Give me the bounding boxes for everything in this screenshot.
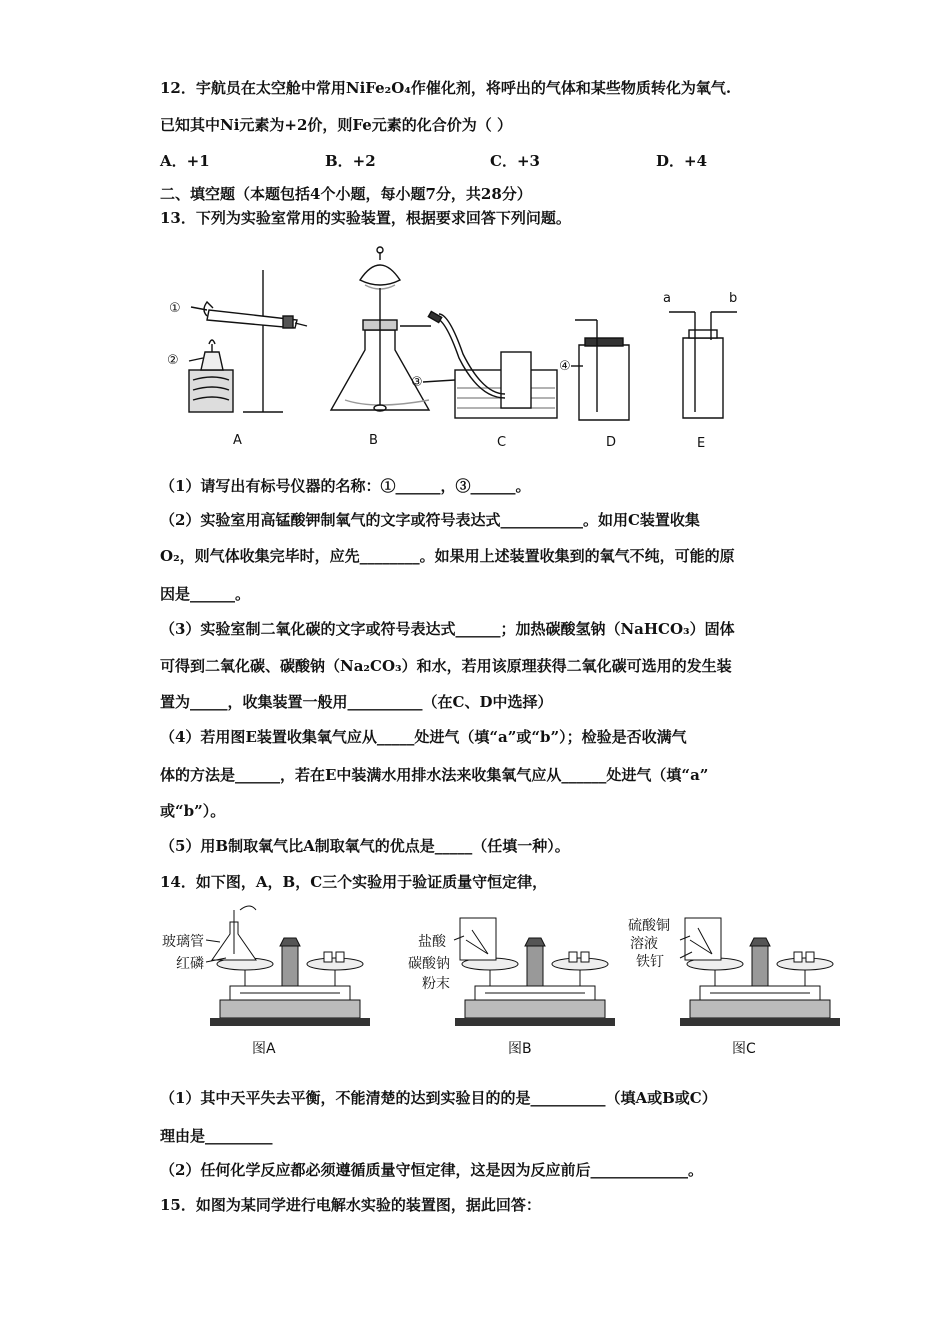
figure-b-drawing	[454, 918, 615, 1026]
q12-option-b: B．+2	[325, 152, 376, 170]
label-e: E	[697, 436, 706, 451]
label-d: D	[606, 435, 617, 450]
q14-part1-line2: 理由是_________	[160, 1127, 273, 1145]
q12-line1: 12．宇航员在太空舱中常用NiFe₂O₄作催化剂，将呼出的气体和某些物质转化为氧气.	[160, 79, 732, 97]
q14-part2: （2）任何化学反应都必须遵循质量守恒定律，这是因为反应前后_____________。	[160, 1161, 703, 1179]
q12-option-d: D．+4	[656, 152, 708, 170]
fig-a-label-glass-tube: 玻璃管	[162, 934, 204, 950]
q12-line2: 已知其中Ni元素为+2价，则Fe元素的化合价为（ ）	[160, 116, 513, 134]
q12-option-c: C．+3	[490, 152, 540, 170]
q13-apparatus-figure	[155, 240, 755, 460]
q15-stem: 15．如图为某同学进行电解水实验的装置图，据此回答：	[160, 1196, 541, 1214]
q13-part2-line2: O₂，则气体收集完毕时，应先________。如果用上述装置收集到的氧气不纯，可能的原	[160, 547, 735, 565]
mark-4: ④	[559, 359, 571, 374]
fig-c-label-cuso4: 硫酸铜	[628, 918, 670, 934]
mark-1: ①	[169, 301, 181, 316]
mark-3: ③	[411, 375, 423, 390]
apparatus-a-drawing	[189, 270, 307, 412]
port-b-label: b	[729, 291, 738, 306]
fig-b-label-hcl: 盐酸	[418, 934, 446, 950]
figure-c-drawing	[680, 918, 840, 1026]
label-b: B	[369, 433, 378, 448]
fig-a-caption: 图A	[252, 1041, 276, 1057]
q14-balance-figures	[160, 900, 840, 1070]
apparatus-d-drawing	[575, 320, 629, 420]
fig-c-label-solution: 溶液	[630, 936, 658, 952]
figure-a-drawing	[206, 906, 370, 1026]
q13-stem: 13．下列为实验室常用的实验装置，根据要求回答下列问题。	[160, 209, 571, 227]
q12-option-a: A．+1	[160, 152, 210, 170]
q13-part2-line3: 因是______。	[160, 585, 251, 603]
fig-c-label-iron-nail: 铁钉	[636, 954, 664, 970]
section-2-heading: 二、填空题（本题包括4个小题，每小题7分，共28分）	[160, 185, 532, 203]
fig-b-label-na2co3: 碳酸钠	[408, 956, 450, 972]
fig-b-label-powder: 粉末	[422, 976, 450, 992]
q14-stem: 14．如下图，A，B，C三个实验用于验证质量守恒定律，	[160, 873, 548, 891]
apparatus-e-drawing	[669, 312, 737, 418]
label-c: C	[497, 435, 507, 450]
q13-part4-line3: 或“b”）。	[160, 802, 226, 820]
q13-part2-line1: （2）实验室用高锰酸钾制氧气的文字或符号表达式___________。如用C装置收集	[160, 511, 700, 529]
q13-part4-line2: 体的方法是______，若在E中装满水用排水法来收集氧气应从______处进气（填“a”	[160, 766, 709, 784]
apparatus-c-drawing	[428, 311, 557, 418]
q13-part4-line1: （4）若用图E装置收集氧气应从_____处进气（填“a”或“b”）；检验是否收满气	[160, 728, 687, 746]
fig-a-label-red-phosphorus: 红磷	[176, 956, 204, 972]
q13-part5: （5）用B制取氧气比A制取氧气的优点是_____（任填一种）。	[160, 837, 570, 855]
label-a: A	[233, 433, 242, 448]
q13-part3-line2: 可得到二氧化碳、碳酸钠（Na₂CO₃）和水，若用该原理获得二氧化碳可选用的发生装	[160, 657, 732, 675]
q14-part1-line1: （1）其中天平失去平衡，不能清楚的达到实验目的的是__________（填A或B或C）	[160, 1089, 717, 1107]
port-a-label: a	[663, 291, 671, 306]
q13-part3-line1: （3）实验室制二氧化碳的文字或符号表达式______；加热碳酸氢钠（NaHCO₃）固体	[160, 620, 735, 638]
q13-part1: （1）请写出有标号仪器的名称：①______，③______。	[160, 477, 531, 495]
q13-part3-line3: 置为_____，收集装置一般用__________（在C、D中选择）	[160, 693, 553, 711]
fig-b-caption: 图B	[508, 1041, 532, 1057]
fig-c-caption: 图C	[732, 1041, 756, 1057]
mark-2: ②	[167, 353, 179, 368]
